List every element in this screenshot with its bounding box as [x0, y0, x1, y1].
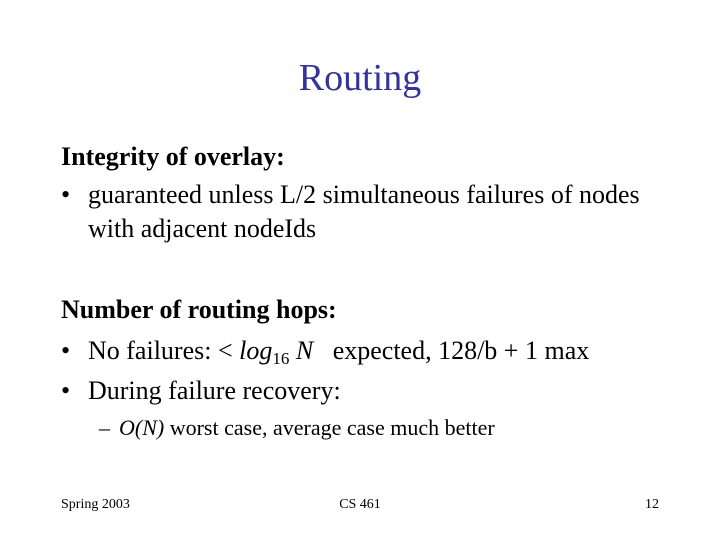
math-subscript: 16: [272, 349, 290, 368]
section-heading-integrity: Integrity of overlay:: [61, 142, 285, 171]
footer-course: CS 461: [339, 497, 381, 512]
sub-bullet-text: [119, 414, 659, 442]
footer-date: Spring 2003: [61, 497, 130, 512]
bullet-integrity: [61, 178, 661, 246]
bullet-dot: •: [61, 180, 71, 209]
bullet-suffix: expected, 128/b + 1 max: [313, 336, 590, 365]
bullet-text: [88, 334, 661, 376]
math-log: log: [239, 336, 273, 365]
bullet-failure-recovery: [61, 374, 661, 408]
bullet-text: guaranteed unless L/2 simultaneous failures of nodes with adjacent nodeIds: [88, 180, 640, 243]
footer-page-number: 12: [645, 497, 659, 512]
sub-bullet-worst-case: [99, 414, 659, 442]
bullet-no-failures: [61, 334, 661, 376]
bullet-dot: •: [61, 376, 71, 405]
sub-bullet-rest: worst case, average case much better: [164, 415, 495, 440]
slide-title: Routing: [298, 57, 422, 99]
bullet-prefix: No failures: <: [88, 336, 240, 365]
sub-bullet-dash: –: [99, 415, 110, 440]
section-heading-routing-hops: Number of routing hops:: [61, 295, 337, 324]
math-variable: N: [289, 336, 314, 365]
bullet-dot: •: [61, 336, 71, 365]
bullet-text: During failure recovery:: [88, 376, 341, 405]
math-big-o: O(N): [119, 415, 165, 440]
